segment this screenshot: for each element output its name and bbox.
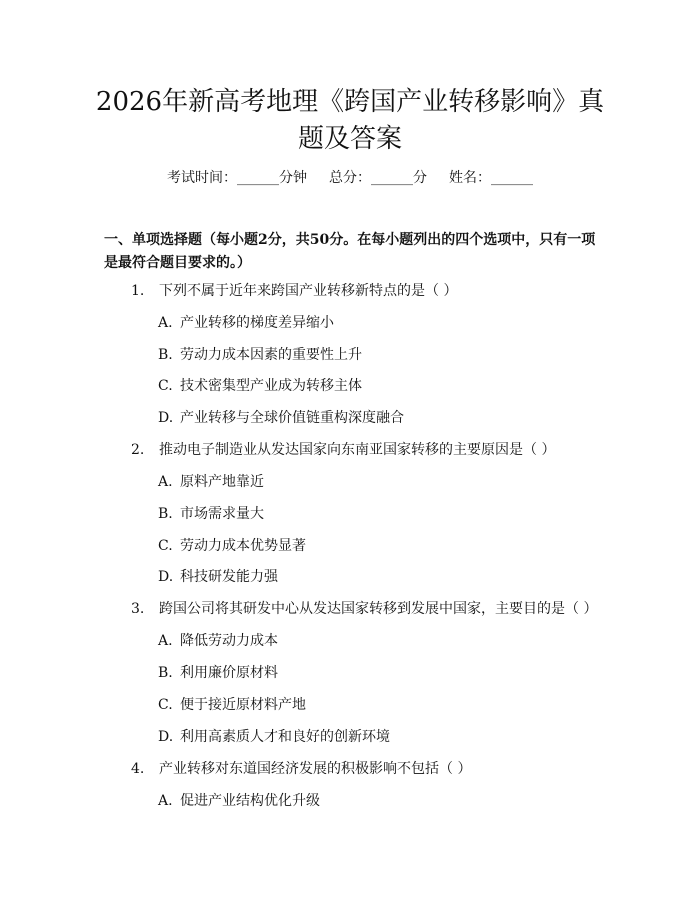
exam-info <box>0 168 700 188</box>
option-letter: C. <box>158 378 173 394</box>
question-text: 下列不属于近年来跨国产业转移新特点的是（ ） <box>159 283 458 299</box>
question-2-option-a <box>158 472 598 492</box>
question-number: 3. <box>131 601 145 617</box>
section-heading-line-1: 一、单项选择题（每小题2分，共50分。在每小题列出的四个选项中，只有一项 <box>104 232 596 248</box>
option-letter: B. <box>158 506 173 522</box>
option-letter: A. <box>158 474 173 490</box>
question-text: 跨国公司将其研发中心从发达国家转移到发展中国家，主要目的是（ ） <box>159 601 598 617</box>
question-4-option-a <box>158 791 598 811</box>
option-text: 产业转移与全球价值链重构深度融合 <box>180 410 404 426</box>
option-letter: A. <box>158 793 173 809</box>
section-heading-line-2: 是最符合题目要求的。） <box>104 255 251 271</box>
option-text: 利用高素质人才和良好的创新环境 <box>180 729 390 745</box>
document-title-line-2: 题及答案 <box>297 124 402 154</box>
option-letter: B. <box>158 665 173 681</box>
option-letter: A. <box>158 633 173 649</box>
option-letter: C. <box>158 697 173 713</box>
exam-name-label: 姓名：______ <box>449 170 533 186</box>
option-text: 便于接近原材料产地 <box>180 697 306 713</box>
question-4 <box>131 759 611 779</box>
option-text: 技术密集型产业成为转移主体 <box>180 378 362 394</box>
question-1-option-d <box>158 408 598 428</box>
question-3 <box>131 599 611 619</box>
option-text: 产业转移的梯度差异缩小 <box>180 315 334 331</box>
question-1 <box>131 281 611 301</box>
question-1-option-c <box>158 376 598 396</box>
option-letter: D. <box>158 569 174 585</box>
option-text: 降低劳动力成本 <box>180 633 278 649</box>
question-2 <box>131 440 611 460</box>
option-letter: D. <box>158 410 174 426</box>
option-letter: A. <box>158 315 173 331</box>
option-text: 科技研发能力强 <box>180 569 278 585</box>
option-text: 劳动力成本因素的重要性上升 <box>180 347 362 363</box>
option-letter: B. <box>158 347 173 363</box>
question-3-option-a <box>158 631 598 651</box>
document-title-line-1: 2026年新高考地理《跨国产业转移影响》真 <box>95 87 605 117</box>
option-text: 利用廉价原材料 <box>180 665 278 681</box>
question-text: 推动电子制造业从发达国家向东南亚国家转移的主要原因是（ ） <box>159 442 556 458</box>
question-2-option-d <box>158 567 598 587</box>
exam-score-label: 总分：______分 <box>329 170 427 186</box>
question-text: 产业转移对东道国经济发展的积极影响不包括（ ） <box>159 761 472 777</box>
option-text: 促进产业结构优化升级 <box>180 793 320 809</box>
option-text: 市场需求量大 <box>180 506 264 522</box>
question-3-option-d <box>158 727 598 747</box>
question-1-option-a <box>158 313 598 333</box>
question-2-option-c <box>158 536 598 556</box>
option-letter: D. <box>158 729 174 745</box>
question-1-option-b <box>158 345 598 365</box>
question-3-option-c <box>158 695 598 715</box>
option-letter: C. <box>158 538 173 554</box>
option-text: 原料产地靠近 <box>180 474 264 490</box>
question-number: 4. <box>131 761 145 777</box>
question-3-option-b <box>158 663 598 683</box>
question-number: 2. <box>131 442 145 458</box>
question-number: 1. <box>131 283 145 299</box>
exam-time-label: 考试时间：______分钟 <box>167 170 307 186</box>
option-text: 劳动力成本优势显著 <box>180 538 306 554</box>
question-2-option-b <box>158 504 598 524</box>
